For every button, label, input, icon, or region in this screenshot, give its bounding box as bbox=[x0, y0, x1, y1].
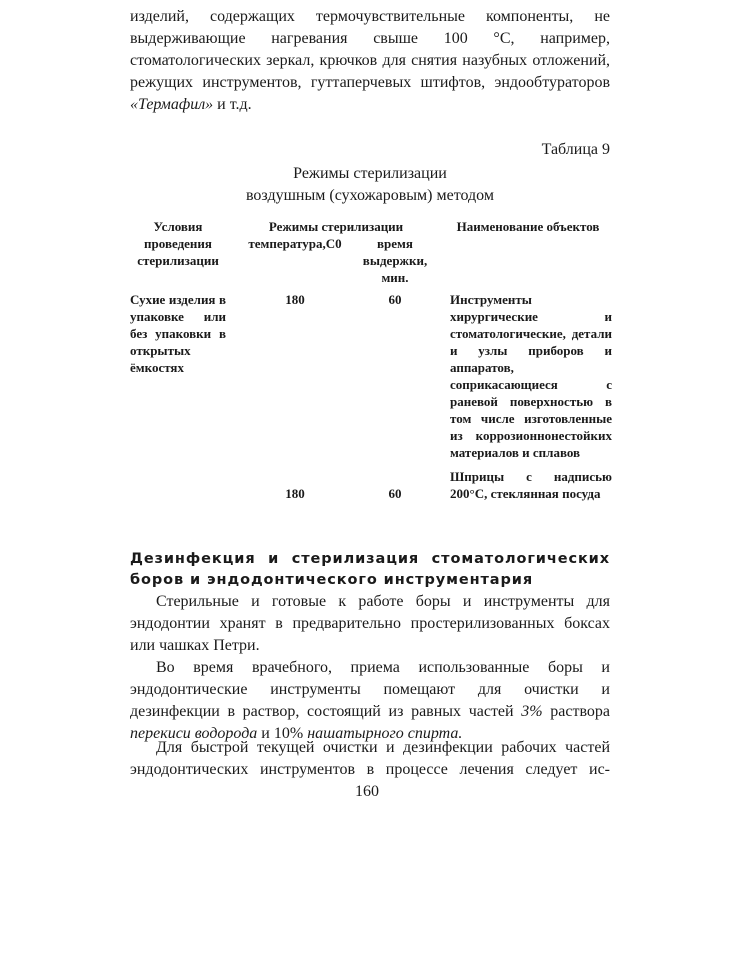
row1-time: 60 bbox=[388, 292, 402, 307]
header-conditions: Условия проведения стерилизации bbox=[137, 219, 219, 268]
section-paragraph-2 bbox=[130, 657, 610, 745]
row2-time: 60 bbox=[388, 486, 402, 501]
header-time: время выдержки, мин. bbox=[362, 236, 428, 285]
row1-objects: Инструменты хирургические и стоматологические, детали и узлы приборов и аппаратов, соприкасающиеся с раневой поверхностью в том числе изготовленные из коррозионнонестойких материалов и сплавов bbox=[450, 292, 612, 460]
p2-text-c: раствора bbox=[542, 703, 610, 720]
intro-italic-term: «Термафил» bbox=[130, 96, 214, 113]
section-heading: Дезинфекция и стерилизация стоматологических боров и эндодонтического инструментария bbox=[130, 551, 610, 588]
section-paragraph-1: Стерильные и готовые к работе боры и инструменты для эндодонтии хранят в предварительно простерилизованных боксах или чашках Петри. bbox=[130, 593, 610, 654]
row2-temperature: 180 bbox=[285, 486, 305, 501]
table-title-line2: воздушным (сухожаровым) методом bbox=[245, 187, 494, 204]
row1-conditions: Сухие изделия в упаковке или без упаковки в открытых ёмкостях bbox=[130, 292, 226, 375]
header-temperature: температура,С0 bbox=[248, 236, 342, 251]
p2-text-a: Во время врачебного, приема использованные боры и эндодонтические инструменты помещают для очистки и дезинфекции в раствор, состоящий из равных частей bbox=[130, 659, 610, 720]
p2-text-e: и 10% bbox=[257, 725, 308, 742]
section-paragraph-3: Для быстрой текущей очистки и дезинфекции рабочих частей эндодонтических инструментов в процессе лечения следует ис- bbox=[130, 739, 610, 778]
intro-text-end: и т.д. bbox=[213, 96, 252, 113]
p2-italic-peroxide: перекиси водорода bbox=[130, 725, 258, 742]
table-title-line1: Режимы стерилизации bbox=[293, 165, 447, 182]
row1-temperature: 180 bbox=[285, 292, 305, 307]
p2-italic-percent: 3% bbox=[521, 703, 543, 720]
header-modes: Режимы стерилизации bbox=[268, 219, 404, 234]
p2-italic-ammonia: нашатырного спирта. bbox=[307, 725, 463, 742]
header-objects: Наименование объектов bbox=[456, 219, 600, 234]
intro-paragraph bbox=[130, 6, 610, 116]
row2-objects: Шприцы с надписью 200°С, стеклянная посуда bbox=[450, 469, 612, 501]
intro-text: изделий, содержащих термочувствительные компоненты, не выдерживающие нагревания свыше 100 °С, например, стоматологических зеркал, крючков для снятия назубных отложений, режущих инструментов, гуттаперчевых штифтов, эндообтураторов bbox=[130, 8, 610, 91]
page-number: 160 bbox=[355, 783, 379, 800]
table-label: Таблица 9 bbox=[541, 141, 610, 158]
